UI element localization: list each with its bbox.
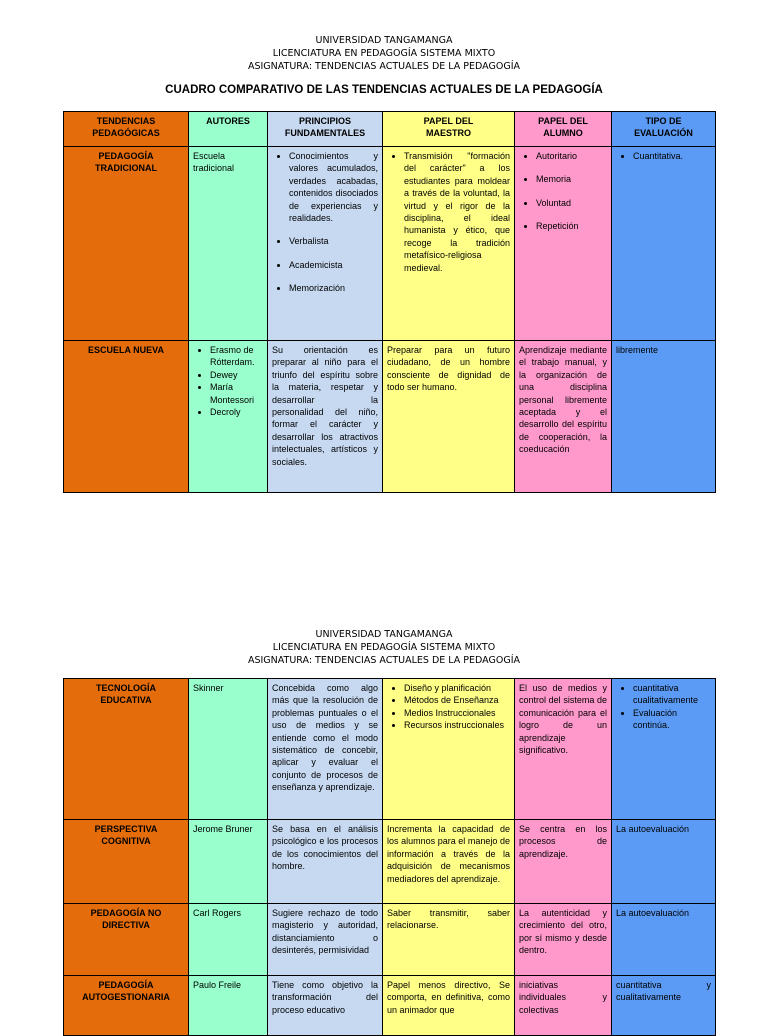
teacher-role-cell — [383, 147, 515, 341]
list-item: • Academicista — [289, 259, 378, 271]
table-row — [64, 147, 716, 341]
row-name-escuela-nueva: ESCUELA NUEVA — [64, 341, 189, 493]
list-item: • Diseño y planificación — [404, 682, 510, 694]
column-header-principios: PRINCIPIOS FUNDAMENTALES — [268, 112, 383, 147]
list-item: • Métodos de Enseñanza — [404, 694, 510, 706]
list-item: • Memoria — [536, 173, 607, 185]
principles-cell: Concebida como algo más que la resolución de problemas puntuales o el uso de medios y se entiende como el modo sistemático de concebir, aplicar y evaluar el conjunto de procesos de enseñanza y aprendizaje. — [268, 679, 383, 820]
degree-name: LICENCIATURA EN PEDAGOGÍA SISTEMA MIXTO — [272, 48, 496, 59]
row-name-pedagogia-autogestionaria: PEDAGOGÍA AUTOGESTIONARIA — [64, 976, 189, 1036]
comparison-table-page2 — [63, 678, 716, 1036]
student-role-cell: El uso de medios y control del sistema de comunicación para el logro de un aprendizaje significativo. — [515, 679, 612, 820]
list-item: • María Montessori — [210, 381, 263, 406]
teacher-role-cell — [383, 679, 515, 820]
teacher-role-cell: Preparar para un futuro ciudadano, de un hombre consciente de dignidad de todo ser humano. — [383, 341, 515, 493]
student-role-cell: La autenticidad y crecimiento del otro, por sí mismo y desde dentro. — [515, 904, 612, 976]
principles-cell: Su orientación es preparar al niño para el triunfo del espíritu sobre la materia, respetar y desarrollar la personalidad del niño, formar el carácter y desarrollar los atractivos intelectuales, artísticos y sociales. — [268, 341, 383, 493]
university-name: UNIVERSIDAD TANGAMANGA — [315, 629, 453, 640]
student-role-cell: Aprendizaje mediante el trabajo manual, y la organización de una disciplina personal libremente aceptada y el desarrollo del espíritu de cooperación, la coeducación — [515, 341, 612, 493]
evaluation-cell: cuantitativa y cualitativamente — [612, 976, 716, 1036]
table-row — [64, 820, 716, 904]
evaluation-cell: libremente — [612, 341, 716, 493]
student-role-cell: Se centra en los procesos de aprendizaje. — [515, 820, 612, 904]
teacher-role-cell: Saber transmitir, saber relacionarse. — [383, 904, 515, 976]
table-row — [64, 976, 716, 1036]
evaluation-cell — [612, 147, 716, 341]
list-item: • Voluntad — [536, 197, 607, 209]
row-name-pedagogia-tradicional: PEDAGOGÍA TRADICIONAL — [64, 147, 189, 341]
student-role-cell — [515, 147, 612, 341]
list-item: • cuantitativa cualitativamente — [633, 682, 711, 707]
row-name-perspectiva-cognitiva: PERSPECTIVA COGNITIVA — [64, 820, 189, 904]
column-header-autores: AUTORES — [189, 112, 268, 147]
list-item: • Memorización — [289, 282, 378, 294]
column-header-papel-maestro: PAPEL DEL MAESTRO — [383, 112, 515, 147]
list-item: • Repetición — [536, 220, 607, 232]
authors-cell: Paulo Freile — [189, 976, 268, 1036]
list-item: • Medios Instruccionales — [404, 707, 510, 719]
row-name-tecnologia-educativa: TECNOLOGÍA EDUCATIVA — [64, 679, 189, 820]
list-item: • Verbalista — [289, 235, 378, 247]
table-row — [64, 341, 716, 493]
table-header-row — [64, 112, 716, 147]
degree-name: LICENCIATURA EN PEDAGOGÍA SISTEMA MIXTO — [272, 642, 496, 653]
column-header-tendencias: TENDENCIAS PEDAGÓGICAS — [64, 112, 189, 147]
student-role-cell: iniciativas individuales y colectivas — [515, 976, 612, 1036]
row-name-pedagogia-no-directiva: PEDAGOGÍA NO DIRECTIVA — [64, 904, 189, 976]
authors-cell — [189, 341, 268, 493]
list-item: • Dewey — [210, 369, 263, 381]
table-row — [64, 904, 716, 976]
list-item: • Erasmo de Rótterdam. — [210, 344, 263, 369]
list-item: • Decroly — [210, 406, 263, 418]
list-item: • Transmisión "formación del carácter" a los estudiantes para moldear a través de la voluntad, la virtud y el rigor de la disciplina, el ideal humanista y ético, que recoge la tradición metafísico-religiosa medieval. — [404, 150, 510, 274]
course-name: ASIGNATURA: TENDENCIAS ACTUALES DE LA PEDAGOGÍA — [247, 61, 521, 72]
university-name: UNIVERSIDAD TANGAMANGA — [315, 35, 453, 46]
page2-header — [0, 628, 768, 667]
list-item: • Recursos instruccionales — [404, 719, 510, 731]
list-item: • Autoritario — [536, 150, 607, 162]
document-title: CUADRO COMPARATIVO DE LAS TENDENCIAS ACTUALES DE LA PEDAGOGÍA — [165, 84, 603, 96]
table-row — [64, 679, 716, 820]
list-item: • Cuantitativa. — [633, 150, 711, 162]
authors-cell: Skinner — [189, 679, 268, 820]
principles-cell: Se basa en el análisis psicológico e los procesos de los conocimientos del hombre. — [268, 820, 383, 904]
teacher-role-cell: Incrementa la capacidad de los alumnos para el manejo de información a través de la adquisición de mecanismos mediadores del aprendizaje. — [383, 820, 515, 904]
list-item: • Conocimientos y valores acumulados, verdades acabadas, contenidos disociados de experiencias y realidades. — [289, 150, 378, 224]
evaluation-cell — [612, 679, 716, 820]
comparison-table-page1 — [63, 111, 716, 493]
evaluation-cell: La autoevaluación — [612, 904, 716, 976]
column-header-evaluacion: TIPO DE EVALUACIÓN — [612, 112, 716, 147]
principles-cell: Tiene como objetivo la transformación del proceso educativo — [268, 976, 383, 1036]
list-item: • Evaluación continúa. — [633, 707, 711, 732]
teacher-role-cell: Papel menos directivo, Se comporta, en definitiva, como un animador que — [383, 976, 515, 1036]
authors-cell: Carl Rogers — [189, 904, 268, 976]
course-name: ASIGNATURA: TENDENCIAS ACTUALES DE LA PEDAGOGÍA — [247, 655, 521, 666]
column-header-papel-alumno: PAPEL DEL ALUMNO — [515, 112, 612, 147]
authors-cell: Escuela tradicional — [189, 147, 268, 341]
principles-cell: Sugiere rechazo de todo magisterio y autoridad, distanciamiento o desinterés, permisividad — [268, 904, 383, 976]
page1-header — [0, 34, 768, 73]
evaluation-cell: La autoevaluación — [612, 820, 716, 904]
authors-cell: Jerome Bruner — [189, 820, 268, 904]
principles-cell — [268, 147, 383, 341]
